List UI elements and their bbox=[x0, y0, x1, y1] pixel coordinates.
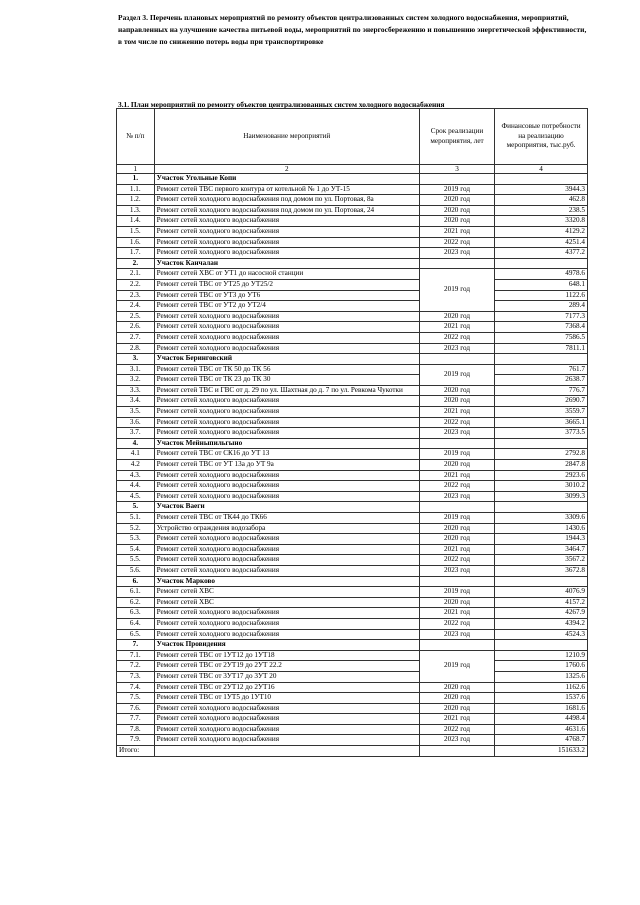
section-empty bbox=[495, 174, 588, 185]
row-name: Ремонт сетей холодного водоснабжения bbox=[154, 248, 419, 259]
row-cost: 238.5 bbox=[495, 205, 588, 216]
row-number: 2.5. bbox=[117, 311, 155, 322]
row-year: 2022 год bbox=[419, 618, 494, 629]
row-number: 3.6. bbox=[117, 417, 155, 428]
row-name: Ремонт сетей ТВС от 3УТ17 до 3УТ 20 bbox=[154, 671, 419, 682]
table-row bbox=[117, 428, 588, 439]
row-cost: 1760.6 bbox=[495, 661, 588, 672]
row-number: 7.1. bbox=[117, 650, 155, 661]
row-name: Ремонт сетей холодного водоснабжения bbox=[154, 565, 419, 576]
section-number: 3. bbox=[117, 354, 155, 365]
row-cost: 3320.8 bbox=[495, 216, 588, 227]
section-number: 5. bbox=[117, 502, 155, 513]
row-cost: 2847.8 bbox=[495, 460, 588, 471]
row-year: 2023 год bbox=[419, 629, 494, 640]
row-cost: 1944.3 bbox=[495, 534, 588, 545]
row-name: Ремонт сетей холодного водоснабжения bbox=[154, 428, 419, 439]
row-year: 2022 год bbox=[419, 481, 494, 492]
row-number: 7.9. bbox=[117, 735, 155, 746]
row-number: 6.5. bbox=[117, 629, 155, 640]
row-year: 2019 год bbox=[419, 449, 494, 460]
row-name: Ремонт сетей ТВС от 2УТ12 до 2УТ16 bbox=[154, 682, 419, 693]
row-number: 1.3. bbox=[117, 205, 155, 216]
section-row bbox=[117, 174, 588, 185]
table-row bbox=[117, 311, 588, 322]
table-row bbox=[117, 682, 588, 693]
row-year: 2019 год bbox=[419, 587, 494, 598]
row-cost: 3309.6 bbox=[495, 513, 588, 524]
row-name: Ремонт сетей холодного водоснабжения bbox=[154, 544, 419, 555]
row-name: Ремонт сетей холодного водоснабжения bbox=[154, 311, 419, 322]
header-name: Наименование мероприятий bbox=[154, 109, 419, 165]
section-title: Участок Беринговский bbox=[154, 354, 419, 365]
row-number: 4.4. bbox=[117, 481, 155, 492]
row-number: 7.8. bbox=[117, 724, 155, 735]
row-year: 2019 год bbox=[419, 269, 494, 311]
row-number: 5.6. bbox=[117, 565, 155, 576]
table-row bbox=[117, 650, 588, 661]
row-name: Ремонт сетей холодного водоснабжения bbox=[154, 714, 419, 725]
total-empty bbox=[154, 746, 419, 757]
row-number: 7.4. bbox=[117, 682, 155, 693]
row-number: 2.8. bbox=[117, 343, 155, 354]
row-name: Ремонт сетей ХВС bbox=[154, 597, 419, 608]
row-cost: 1430.6 bbox=[495, 523, 588, 534]
row-year: 2021 год bbox=[419, 608, 494, 619]
row-number: 3.3. bbox=[117, 385, 155, 396]
table-row bbox=[117, 470, 588, 481]
table-row bbox=[117, 279, 588, 290]
row-number: 4.5. bbox=[117, 491, 155, 502]
table-row bbox=[117, 449, 588, 460]
table-row bbox=[117, 724, 588, 735]
row-number: 1.6. bbox=[117, 237, 155, 248]
row-number: 5.5. bbox=[117, 555, 155, 566]
section-empty bbox=[495, 438, 588, 449]
row-cost: 4498.4 bbox=[495, 714, 588, 725]
row-cost: 1210.9 bbox=[495, 650, 588, 661]
row-name: Ремонт сетей холодного водоснабжения bbox=[154, 332, 419, 343]
section-empty bbox=[419, 174, 494, 185]
row-cost: 3567.2 bbox=[495, 555, 588, 566]
row-year: 2022 год bbox=[419, 237, 494, 248]
row-year: 2021 год bbox=[419, 470, 494, 481]
row-number: 1.2. bbox=[117, 195, 155, 206]
row-name: Ремонт сетей ХВС bbox=[154, 587, 419, 598]
row-number: 5.3. bbox=[117, 534, 155, 545]
table-row bbox=[117, 735, 588, 746]
table-row bbox=[117, 597, 588, 608]
row-name: Ремонт сетей ТВС от ТК44 до ТК66 bbox=[154, 513, 419, 524]
table-row bbox=[117, 703, 588, 714]
row-name: Ремонт сетей холодного водоснабжения bbox=[154, 491, 419, 502]
table-caption: 3.1. План мероприятий по ремонту объектов централизованных систем холодного водоснабжения bbox=[118, 100, 445, 109]
row-number: 5.2. bbox=[117, 523, 155, 534]
row-cost: 3464.7 bbox=[495, 544, 588, 555]
table-row bbox=[117, 226, 588, 237]
row-year: 2020 год bbox=[419, 693, 494, 704]
section-row bbox=[117, 502, 588, 513]
row-name: Ремонт сетей ТВС от ТК 50 до ТК 56 bbox=[154, 364, 419, 375]
row-year: 2020 год bbox=[419, 205, 494, 216]
section-row bbox=[117, 354, 588, 365]
row-number: 2.4. bbox=[117, 301, 155, 312]
row-name: Ремонт сетей холодного водоснабжения bbox=[154, 618, 419, 629]
section-empty bbox=[419, 502, 494, 513]
row-cost: 7177.3 bbox=[495, 311, 588, 322]
table-row bbox=[117, 396, 588, 407]
row-cost: 1325.6 bbox=[495, 671, 588, 682]
row-cost: 2792.8 bbox=[495, 449, 588, 460]
row-year: 2019 год bbox=[419, 364, 494, 385]
row-name: Ремонт сетей ХВС от УТ1 до насосной станции bbox=[154, 269, 419, 280]
total-empty bbox=[419, 746, 494, 757]
row-name: Ремонт сетей ТВС от УТ3 до УТ6 bbox=[154, 290, 419, 301]
table-row bbox=[117, 332, 588, 343]
row-name: Ремонт сетей ТВС от СК16 до УТ 13 bbox=[154, 449, 419, 460]
row-cost: 462.8 bbox=[495, 195, 588, 206]
row-number: 2.6. bbox=[117, 322, 155, 333]
row-year: 2021 год bbox=[419, 544, 494, 555]
table-row bbox=[117, 671, 588, 682]
total-label: Итого: bbox=[117, 746, 155, 757]
row-cost: 761.7 bbox=[495, 364, 588, 375]
column-index: 4 bbox=[495, 165, 588, 174]
row-name: Ремонт сетей холодного водоснабжения под домом по ул. Портовая, 24 bbox=[154, 205, 419, 216]
row-name: Ремонт сетей холодного водоснабжения bbox=[154, 735, 419, 746]
row-number: 2.3. bbox=[117, 290, 155, 301]
row-year: 2021 год bbox=[419, 714, 494, 725]
row-cost: 2690.7 bbox=[495, 396, 588, 407]
row-year: 2020 год bbox=[419, 597, 494, 608]
row-cost: 7586.5 bbox=[495, 332, 588, 343]
row-number: 2.7. bbox=[117, 332, 155, 343]
section-title: Участок Угольные Копи bbox=[154, 174, 419, 185]
section-title: Участок Марково bbox=[154, 576, 419, 587]
section-row bbox=[117, 438, 588, 449]
column-index: 3 bbox=[419, 165, 494, 174]
section-empty bbox=[419, 354, 494, 365]
column-index: 2 bbox=[154, 165, 419, 174]
row-name: Ремонт сетей ТВС от УТ25 до УТ25/2 bbox=[154, 279, 419, 290]
table-row bbox=[117, 248, 588, 259]
row-cost: 1681.6 bbox=[495, 703, 588, 714]
row-cost: 4267.9 bbox=[495, 608, 588, 619]
table-row bbox=[117, 184, 588, 195]
row-year: 2020 год bbox=[419, 311, 494, 322]
table-row bbox=[117, 460, 588, 471]
row-number: 3.7. bbox=[117, 428, 155, 439]
row-cost: 4377.2 bbox=[495, 248, 588, 259]
row-year: 2023 год bbox=[419, 428, 494, 439]
row-number: 1.7. bbox=[117, 248, 155, 259]
row-number: 3.4. bbox=[117, 396, 155, 407]
table-row bbox=[117, 269, 588, 280]
row-year: 2020 год bbox=[419, 396, 494, 407]
section-number: 7. bbox=[117, 640, 155, 651]
row-year: 2020 год bbox=[419, 534, 494, 545]
row-name: Ремонт сетей ТВС от УТ2 до УТ2/4 bbox=[154, 301, 419, 312]
row-number: 2.1. bbox=[117, 269, 155, 280]
row-cost: 4251.4 bbox=[495, 237, 588, 248]
section-number: 6. bbox=[117, 576, 155, 587]
row-cost: 4768.7 bbox=[495, 735, 588, 746]
row-name: Ремонт сетей холодного водоснабжения bbox=[154, 396, 419, 407]
header-cost: Финансовые потребности на реализацию мероприятия, тыс.руб. bbox=[495, 109, 588, 165]
section-number: 2. bbox=[117, 258, 155, 269]
row-name: Ремонт сетей ТВС от 1УТ5 до 1УТ10 bbox=[154, 693, 419, 704]
row-name: Ремонт сетей ТВС от УТ 13а до УТ 9а bbox=[154, 460, 419, 471]
section-empty bbox=[419, 640, 494, 651]
row-name: Ремонт сетей холодного водоснабжения bbox=[154, 724, 419, 735]
row-name: Ремонт сетей холодного водоснабжения bbox=[154, 226, 419, 237]
row-number: 2.2. bbox=[117, 279, 155, 290]
row-year: 2021 год bbox=[419, 322, 494, 333]
table-row bbox=[117, 290, 588, 301]
table-row bbox=[117, 195, 588, 206]
row-year: 2022 год bbox=[419, 417, 494, 428]
table-row bbox=[117, 544, 588, 555]
row-number: 7.3. bbox=[117, 671, 155, 682]
row-number: 4.2 bbox=[117, 460, 155, 471]
table-row bbox=[117, 322, 588, 333]
section-empty bbox=[495, 640, 588, 651]
row-cost: 7368.4 bbox=[495, 322, 588, 333]
row-cost: 4524.3 bbox=[495, 629, 588, 640]
row-year: 2020 год bbox=[419, 385, 494, 396]
row-number: 6.2. bbox=[117, 597, 155, 608]
table-row bbox=[117, 629, 588, 640]
row-name: Ремонт сетей ТВС от 1УТ12 до 1УТ18 bbox=[154, 650, 419, 661]
table-row bbox=[117, 216, 588, 227]
row-year: 2023 год bbox=[419, 735, 494, 746]
table-row bbox=[117, 417, 588, 428]
row-number: 7.6. bbox=[117, 703, 155, 714]
table-row bbox=[117, 618, 588, 629]
section-empty bbox=[419, 438, 494, 449]
row-number: 3.2. bbox=[117, 375, 155, 386]
row-cost: 4631.6 bbox=[495, 724, 588, 735]
table-row bbox=[117, 385, 588, 396]
header-term: Срок реализации мероприятия, лет bbox=[419, 109, 494, 165]
row-name: Ремонт сетей холодного водоснабжения bbox=[154, 555, 419, 566]
table-row bbox=[117, 364, 588, 375]
row-number: 6.3. bbox=[117, 608, 155, 619]
section-title: Участок Мейныпильгыно bbox=[154, 438, 419, 449]
row-year: 2023 год bbox=[419, 491, 494, 502]
row-name: Ремонт сетей холодного водоснабжения bbox=[154, 343, 419, 354]
row-name: Ремонт сетей холодного водоснабжения bbox=[154, 629, 419, 640]
row-cost: 3944.3 bbox=[495, 184, 588, 195]
row-name: Ремонт сетей ТВС от 2УТ19 до 2УТ 22.2 bbox=[154, 661, 419, 672]
row-year: 2022 год bbox=[419, 332, 494, 343]
row-year: 2020 год bbox=[419, 703, 494, 714]
row-name: Ремонт сетей холодного водоснабжения bbox=[154, 407, 419, 418]
row-number: 1.4. bbox=[117, 216, 155, 227]
row-cost: 4129.2 bbox=[495, 226, 588, 237]
table-row bbox=[117, 714, 588, 725]
table-row bbox=[117, 523, 588, 534]
table-row bbox=[117, 301, 588, 312]
row-year: 2020 год bbox=[419, 682, 494, 693]
row-name: Ремонт сетей холодного водоснабжения bbox=[154, 703, 419, 714]
table-row bbox=[117, 587, 588, 598]
row-name: Устройство ограждения водозабора bbox=[154, 523, 419, 534]
row-number: 3.1. bbox=[117, 364, 155, 375]
row-year: 2020 год bbox=[419, 195, 494, 206]
table-row bbox=[117, 534, 588, 545]
section-empty bbox=[419, 258, 494, 269]
row-number: 5.4. bbox=[117, 544, 155, 555]
row-year: 2023 год bbox=[419, 248, 494, 259]
row-number: 6.4. bbox=[117, 618, 155, 629]
section-row bbox=[117, 258, 588, 269]
row-year: 2021 год bbox=[419, 226, 494, 237]
row-year: 2023 год bbox=[419, 565, 494, 576]
section-title: Участок Канчалан bbox=[154, 258, 419, 269]
section-empty bbox=[419, 576, 494, 587]
section-empty bbox=[495, 576, 588, 587]
row-name: Ремонт сетей холодного водоснабжения bbox=[154, 237, 419, 248]
row-number: 7.2. bbox=[117, 661, 155, 672]
table-row bbox=[117, 481, 588, 492]
table-row bbox=[117, 407, 588, 418]
table-row bbox=[117, 513, 588, 524]
row-cost: 289.4 bbox=[495, 301, 588, 312]
row-cost: 3773.5 bbox=[495, 428, 588, 439]
row-cost: 1122.6 bbox=[495, 290, 588, 301]
section-title: Участок Провидения bbox=[154, 640, 419, 651]
plan-table bbox=[116, 108, 588, 757]
section-empty bbox=[495, 258, 588, 269]
row-number: 7.7. bbox=[117, 714, 155, 725]
row-cost: 3665.1 bbox=[495, 417, 588, 428]
row-name: Ремонт сетей ТВС первого контура от котельной № 1 до УТ-15 bbox=[154, 184, 419, 195]
table-row bbox=[117, 661, 588, 672]
row-year: 2019 год bbox=[419, 650, 494, 682]
row-cost: 776.7 bbox=[495, 385, 588, 396]
row-name: Ремонт сетей холодного водоснабжения под домом по ул. Портовая, 8а bbox=[154, 195, 419, 206]
row-year: 2020 год bbox=[419, 460, 494, 471]
table-row bbox=[117, 343, 588, 354]
row-year: 2019 год bbox=[419, 513, 494, 524]
table-row bbox=[117, 555, 588, 566]
table-row bbox=[117, 693, 588, 704]
row-number: 5.1. bbox=[117, 513, 155, 524]
row-cost: 648.1 bbox=[495, 279, 588, 290]
table-row bbox=[117, 608, 588, 619]
row-year: 2022 год bbox=[419, 555, 494, 566]
row-name: Ремонт сетей холодного водоснабжения bbox=[154, 608, 419, 619]
row-cost: 7811.1 bbox=[495, 343, 588, 354]
row-cost: 1162.6 bbox=[495, 682, 588, 693]
row-name: Ремонт сетей холодного водоснабжения bbox=[154, 534, 419, 545]
row-cost: 3672.8 bbox=[495, 565, 588, 576]
row-name: Ремонт сетей холодного водоснабжения bbox=[154, 417, 419, 428]
row-cost: 4978.6 bbox=[495, 269, 588, 280]
row-name: Ремонт сетей холодного водоснабжения bbox=[154, 216, 419, 227]
row-cost: 3559.7 bbox=[495, 407, 588, 418]
row-year: 2022 год bbox=[419, 724, 494, 735]
row-number: 6.1. bbox=[117, 587, 155, 598]
row-number: 4.1 bbox=[117, 449, 155, 460]
row-number: 1.1. bbox=[117, 184, 155, 195]
row-name: Ремонт сетей холодного водоснабжения bbox=[154, 481, 419, 492]
row-cost: 4394.2 bbox=[495, 618, 588, 629]
plan-table-body bbox=[117, 174, 588, 746]
row-number: 1.5. bbox=[117, 226, 155, 237]
total-value: 151633.2 bbox=[495, 746, 588, 757]
row-cost: 3099.3 bbox=[495, 491, 588, 502]
section-number: 1. bbox=[117, 174, 155, 185]
section-empty bbox=[495, 354, 588, 365]
row-number: 7.5. bbox=[117, 693, 155, 704]
row-cost: 2923.6 bbox=[495, 470, 588, 481]
table-row bbox=[117, 205, 588, 216]
header-num: № п/п bbox=[117, 109, 155, 165]
row-year: 2020 год bbox=[419, 523, 494, 534]
table-row bbox=[117, 237, 588, 248]
section-empty bbox=[495, 502, 588, 513]
column-index: 1 bbox=[117, 165, 155, 174]
table-row bbox=[117, 565, 588, 576]
row-year: 2023 год bbox=[419, 343, 494, 354]
row-cost: 1537.6 bbox=[495, 693, 588, 704]
section-heading: Раздел 3. Перечень плановых мероприятий по ремонту объектов централизованных систем холодного водоснабжения, мероприятий, направленных на улучшение качества питьевой воды, мероприятий по энергосбережению и повышению энергетической эффективности, в том числе по снижению потерь воды при транспортировке bbox=[118, 13, 587, 47]
row-year: 2021 год bbox=[419, 407, 494, 418]
row-number: 3.5. bbox=[117, 407, 155, 418]
row-cost: 4076.9 bbox=[495, 587, 588, 598]
section-row bbox=[117, 576, 588, 587]
row-number: 4.3. bbox=[117, 470, 155, 481]
row-cost: 2638.7 bbox=[495, 375, 588, 386]
section-row bbox=[117, 640, 588, 651]
row-cost: 4157.2 bbox=[495, 597, 588, 608]
section-title: Участок Ваеги bbox=[154, 502, 419, 513]
row-name: Ремонт сетей холодного водоснабжения bbox=[154, 322, 419, 333]
row-cost: 3010.2 bbox=[495, 481, 588, 492]
row-name: Ремонт сетей холодного водоснабжения bbox=[154, 470, 419, 481]
row-year: 2019 год bbox=[419, 184, 494, 195]
row-name: Ремонт сетей ТВС и ГВС от д. 29 по ул. Шахтная до д. 7 по ул. Ревкома Чукотки bbox=[154, 385, 419, 396]
table-row bbox=[117, 375, 588, 386]
row-name: Ремонт сетей ТВС от ТК 23 до ТК 30 bbox=[154, 375, 419, 386]
row-year: 2020 год bbox=[419, 216, 494, 227]
section-number: 4. bbox=[117, 438, 155, 449]
table-row bbox=[117, 491, 588, 502]
